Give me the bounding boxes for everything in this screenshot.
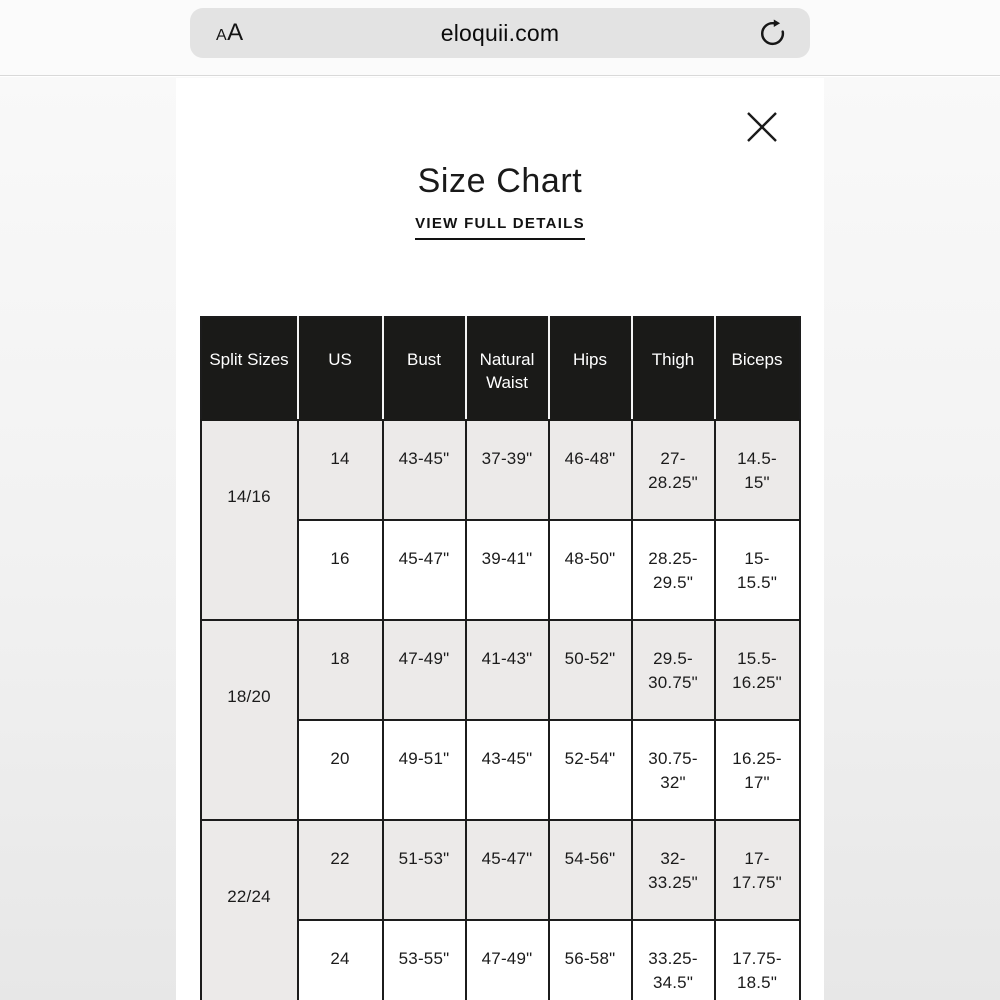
table-cell-biceps: 15-15.5" xyxy=(715,520,800,620)
size-chart-modal xyxy=(176,78,824,1000)
column-header-split-sizes: Split Sizes xyxy=(201,317,298,420)
column-header-natural-waist: Natural Waist xyxy=(466,317,549,420)
text-size-small-a: A xyxy=(216,27,228,44)
table-cell-us: 20 xyxy=(298,720,383,820)
table-cell-thigh: 32-33.25" xyxy=(632,820,715,920)
table-cell-us: 14 xyxy=(298,420,383,520)
refresh-icon xyxy=(757,18,788,49)
url-bar[interactable] xyxy=(190,8,810,58)
table-row-size-14 xyxy=(201,420,800,520)
table-cell-biceps: 17.75-18.5" xyxy=(715,920,800,1000)
table-cell-thigh: 30.75-32" xyxy=(632,720,715,820)
column-header-us: US xyxy=(298,317,383,420)
table-cell-natural-waist: 41-43" xyxy=(466,620,549,720)
close-icon xyxy=(744,109,780,145)
modal-title: Size Chart xyxy=(417,162,583,200)
text-size-large-a: A xyxy=(227,19,244,46)
table-cell-bust: 53-55" xyxy=(383,920,466,1000)
table-cell-bust: 45-47" xyxy=(383,520,466,620)
table-cell-hips: 50-52" xyxy=(549,620,632,720)
table-cell-biceps: 15.5-16.25" xyxy=(715,620,800,720)
table-cell-bust: 43-45" xyxy=(383,420,466,520)
details-link-container xyxy=(176,215,824,240)
split-size-cell-14-16: 14/16 xyxy=(201,420,298,620)
table-cell-bust: 51-53" xyxy=(383,820,466,920)
table-cell-hips: 54-56" xyxy=(549,820,632,920)
size-chart-table xyxy=(200,316,801,1000)
table-cell-us: 16 xyxy=(298,520,383,620)
table-cell-bust: 49-51" xyxy=(383,720,466,820)
table-cell-natural-waist: 47-49" xyxy=(466,920,549,1000)
column-header-hips: Hips xyxy=(549,317,632,420)
table-cell-hips: 46-48" xyxy=(549,420,632,520)
column-header-bust: Bust xyxy=(383,317,466,420)
table-cell-thigh: 27-28.25" xyxy=(632,420,715,520)
table-row-size-22 xyxy=(201,820,800,920)
table-cell-biceps: 17-17.75" xyxy=(715,820,800,920)
table-cell-biceps: 14.5-15" xyxy=(715,420,800,520)
table-cell-thigh: 29.5-30.75" xyxy=(632,620,715,720)
refresh-button[interactable] xyxy=(757,18,788,49)
browser-toolbar xyxy=(0,0,1000,76)
table-cell-natural-waist: 43-45" xyxy=(466,720,549,820)
table-cell-us: 18 xyxy=(298,620,383,720)
table-cell-hips: 56-58" xyxy=(549,920,632,1000)
table-cell-hips: 48-50" xyxy=(549,520,632,620)
column-header-thigh: Thigh xyxy=(632,317,715,420)
url-text: eloquii.com xyxy=(440,19,560,46)
split-size-cell-18-20: 18/20 xyxy=(201,620,298,820)
table-cell-natural-waist: 37-39" xyxy=(466,420,549,520)
close-button[interactable] xyxy=(744,109,780,145)
table-cell-thigh: 33.25-34.5" xyxy=(632,920,715,1000)
view-full-details-link[interactable]: VIEW FULL DETAILS xyxy=(415,215,585,240)
column-header-biceps: Biceps xyxy=(715,317,800,420)
table-cell-hips: 52-54" xyxy=(549,720,632,820)
table-cell-natural-waist: 45-47" xyxy=(466,820,549,920)
table-cell-us: 22 xyxy=(298,820,383,920)
text-size-button[interactable] xyxy=(216,19,244,47)
table-cell-biceps: 16.25-17" xyxy=(715,720,800,820)
split-size-cell-22-24: 22/24 xyxy=(201,820,298,1000)
table-cell-us: 24 xyxy=(298,920,383,1000)
table-cell-bust: 47-49" xyxy=(383,620,466,720)
table-row-size-18 xyxy=(201,620,800,720)
table-cell-thigh: 28.25-29.5" xyxy=(632,520,715,620)
table-cell-natural-waist: 39-41" xyxy=(466,520,549,620)
table-header-row xyxy=(201,317,800,420)
